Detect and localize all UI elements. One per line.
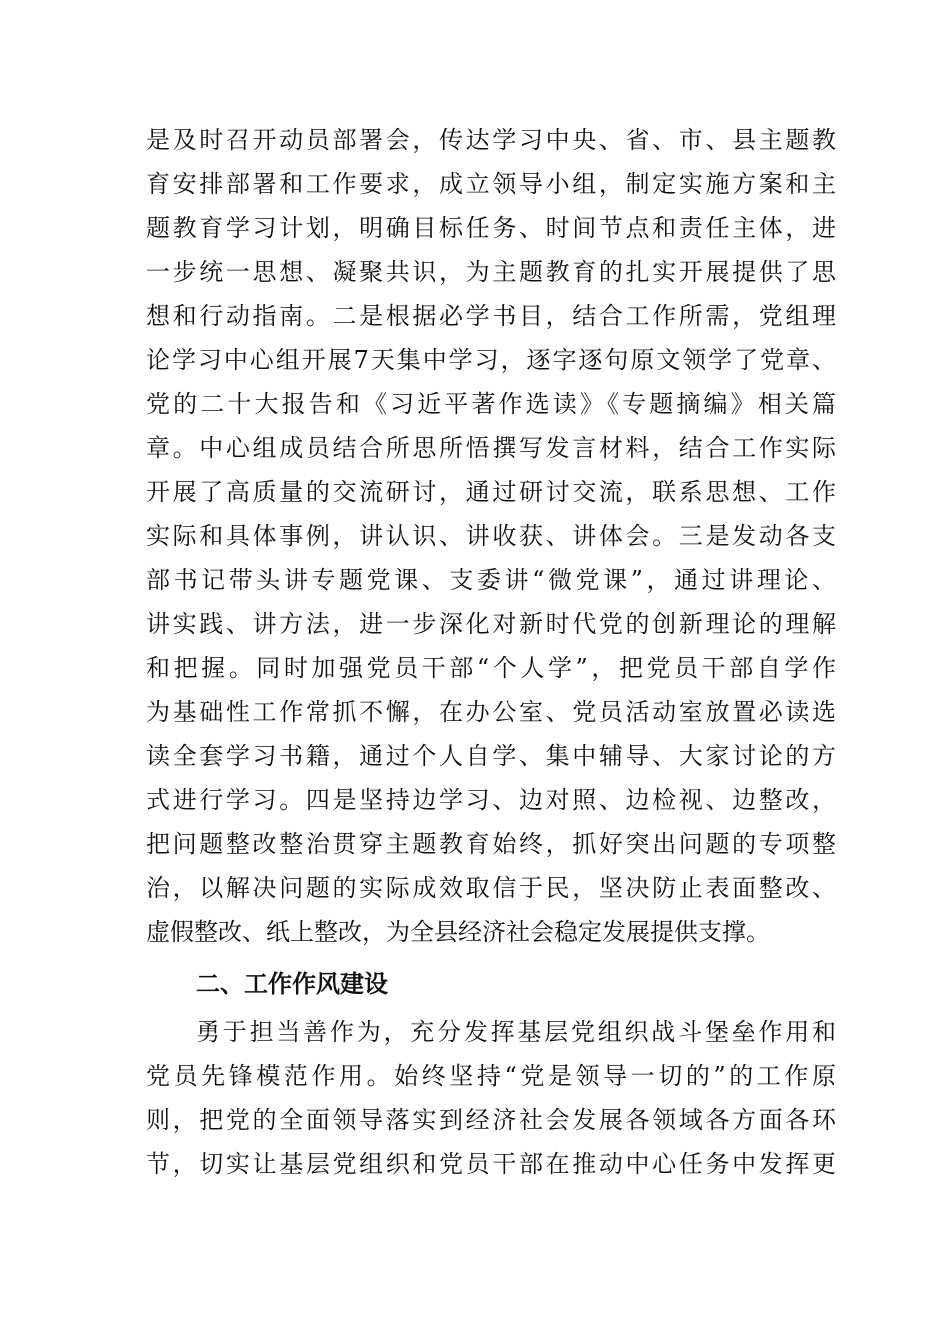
body-text-line: 节，切实让基层党组织和党员干部在推动中心任务中发挥更 (146, 1150, 836, 1178)
body-text-line: 题教育学习计划，明确目标任务、时间节点和责任主体，进 (146, 214, 836, 242)
body-text-line: 则，把党的全面领导落实到经济社会发展各领域各方面各环 (146, 1106, 836, 1134)
body-text-line: 和把握。同时加强党员干部“个人学”，把党员干部自学作 (146, 654, 836, 682)
body-text-line: 一步统一思想、凝聚共识，为主题教育的扎实开展提供了思 (146, 258, 836, 286)
body-text-line: 开展了高质量的交流研讨，通过研讨交流，联系思想、工作 (146, 478, 836, 506)
body-text-line: 育安排部署和工作要求，成立领导小组，制定实施方案和主 (146, 170, 836, 198)
body-text-line: 读全套学习书籍，通过个人自学、集中辅导、大家讨论的方 (146, 742, 836, 770)
body-text-line: 党员先锋模范作用。始终坚持“党是领导一切的”的工作原 (146, 1062, 836, 1090)
body-text-line: 部书记带头讲专题党课、支委讲“微党课”，通过讲理论、 (146, 566, 836, 594)
section-heading: 二、工作作风建设 (196, 970, 388, 998)
body-text-line: 想和行动指南。二是根据必学书目，结合工作所需，党组理 (146, 302, 836, 330)
body-text-line: 为基础性工作常抓不懈，在办公室、党员活动室放置必读选 (146, 698, 836, 726)
body-text-line: 治，以解决问题的实际成效取信于民，坚决防止表面整改、 (146, 874, 836, 902)
body-text-line: 论学习中心组开展7天集中学习，逐字逐句原文领学了党章、 (146, 346, 836, 374)
body-text-line: 把问题整改整治贯穿主题教育始终，抓好突出问题的专项整 (146, 830, 836, 858)
body-text-line: 实际和具体事例，讲认识、讲收获、讲体会。三是发动各支 (146, 522, 836, 550)
body-text-line: 虚假整改、纸上整改，为全县经济社会稳定发展提供支撑。 (146, 918, 770, 946)
body-text-line: 党的二十大报告和《习近平著作选读》《专题摘编》相关篇 (146, 390, 836, 418)
body-text-line: 章。中心组成员结合所思所悟撰写发言材料，结合工作实际 (146, 434, 836, 462)
body-text-line: 讲实践、讲方法，进一步深化对新时代党的创新理论的理解 (146, 610, 836, 638)
body-text-line: 式进行学习。四是坚持边学习、边对照、边检视、边整改， (146, 786, 836, 814)
body-text-line: 勇于担当善作为，充分发挥基层党组织战斗堡垒作用和 (196, 1018, 836, 1046)
body-text-line: 是及时召开动员部署会，传达学习中央、省、市、县主题教 (146, 126, 836, 154)
